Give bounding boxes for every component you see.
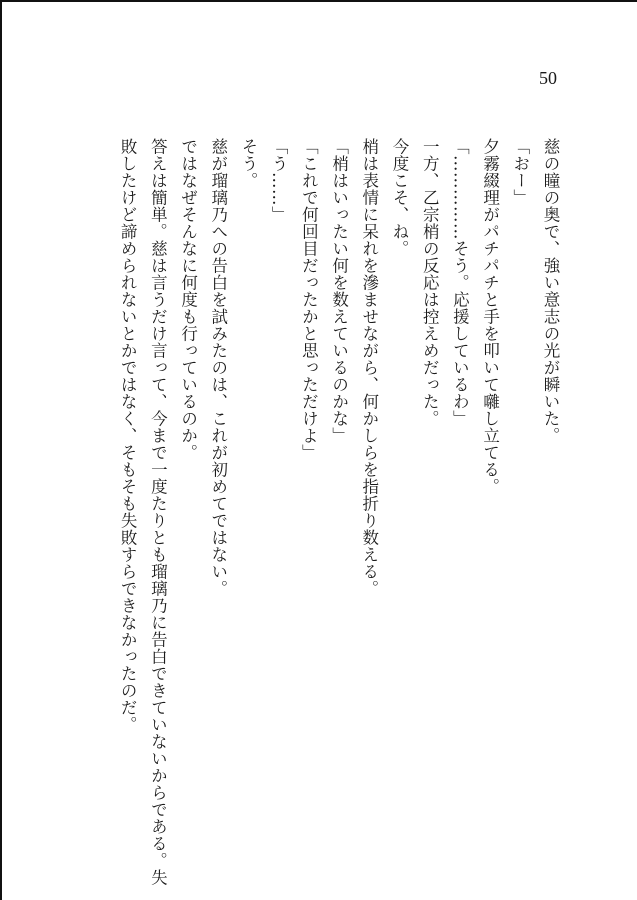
- text-line: 「おー」: [510, 138, 530, 206]
- text-line: 一方、乙宗梢の反応は控えめだった。: [420, 138, 440, 427]
- text-line: 今度こそ、ね。: [389, 138, 409, 257]
- page-number: 50: [539, 68, 557, 88]
- left-edge-line: [0, 0, 2, 900]
- text-line: 慈が瑠璃乃への告白を試みたのは、これが初めてではない。: [208, 138, 228, 597]
- text-line: 夕霧綴理がパチパチと手を叩いて囃し立てる。: [480, 138, 500, 495]
- top-edge-line: [0, 0, 637, 2]
- text-line: ではなぜそんなに何度も行っているのか。: [178, 138, 198, 461]
- text-line: 敗したけど諦められないとかではなく、そもそも失敗すらできなかったのだ。: [118, 138, 138, 733]
- text-line: 「梢はいったい何を数えているのかな」: [329, 138, 349, 444]
- text-line: 慈の瞳の奥で、強い意志の光が瞬いた。: [541, 138, 560, 444]
- text-line: 「……………そう。応援しているわ」: [450, 138, 470, 427]
- text-line: 答えは簡単。慈は言うだけ言って、今まで一度たりとも瑠璃乃に告白できていないからである。失: [148, 138, 168, 886]
- vertical-text-body: [112, 138, 565, 886]
- text-line: 梢は表情に呆れを滲ませながら、何かしらを指折り数える。: [359, 138, 379, 597]
- text-line: そう。: [238, 138, 258, 189]
- text-line: 「う……」: [269, 138, 289, 223]
- text-line: 「これで何回目だったかと思っただけよ」: [299, 138, 319, 461]
